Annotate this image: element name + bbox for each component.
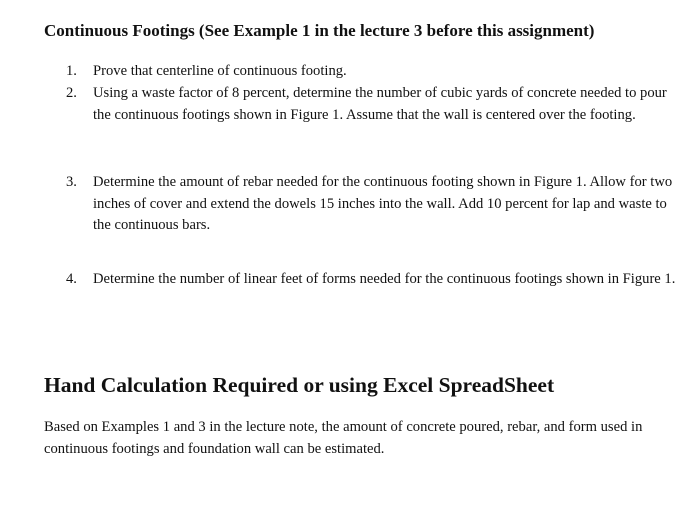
question-text: Determine the amount of rebar needed for the continuous footing shown in Figure 1. Allow for two inches of cover and extend the dowels 15 inches into the wall. Add 10 percent for lap and waste to the continuous bars. [93,174,673,233]
question-item-4 [66,269,681,291]
assignment-heading: Continuous Footings (See Example 1 in the lecture 3 before this assignment) [44,21,595,40]
question-item-3 [66,172,681,237]
question-item-1 [66,61,681,83]
question-number: 2. [66,85,77,101]
question-text: Prove that centerline of continuous footing. [93,63,347,79]
question-item-2 [66,83,681,126]
question-number: 1. [66,63,77,79]
question-text: Using a waste factor of 8 percent, determine the number of cubic yards of concrete needed to pour the continuous footings shown in Figure 1. Assume that the wall is centered over the footing. [93,85,667,123]
question-number: 4. [66,271,77,287]
question-text: Determine the number of linear feet of forms needed for the continuous footings shown in Figure 1. [93,271,676,287]
question-number: 3. [66,174,77,190]
section-paragraph: Based on Examples 1 and 3 in the lecture note, the amount of concrete poured, rebar, and form used in continuous footings and foundation wall can be estimated. [44,419,643,457]
section-heading: Hand Calculation Required or using Excel SpreadSheet [44,373,555,397]
